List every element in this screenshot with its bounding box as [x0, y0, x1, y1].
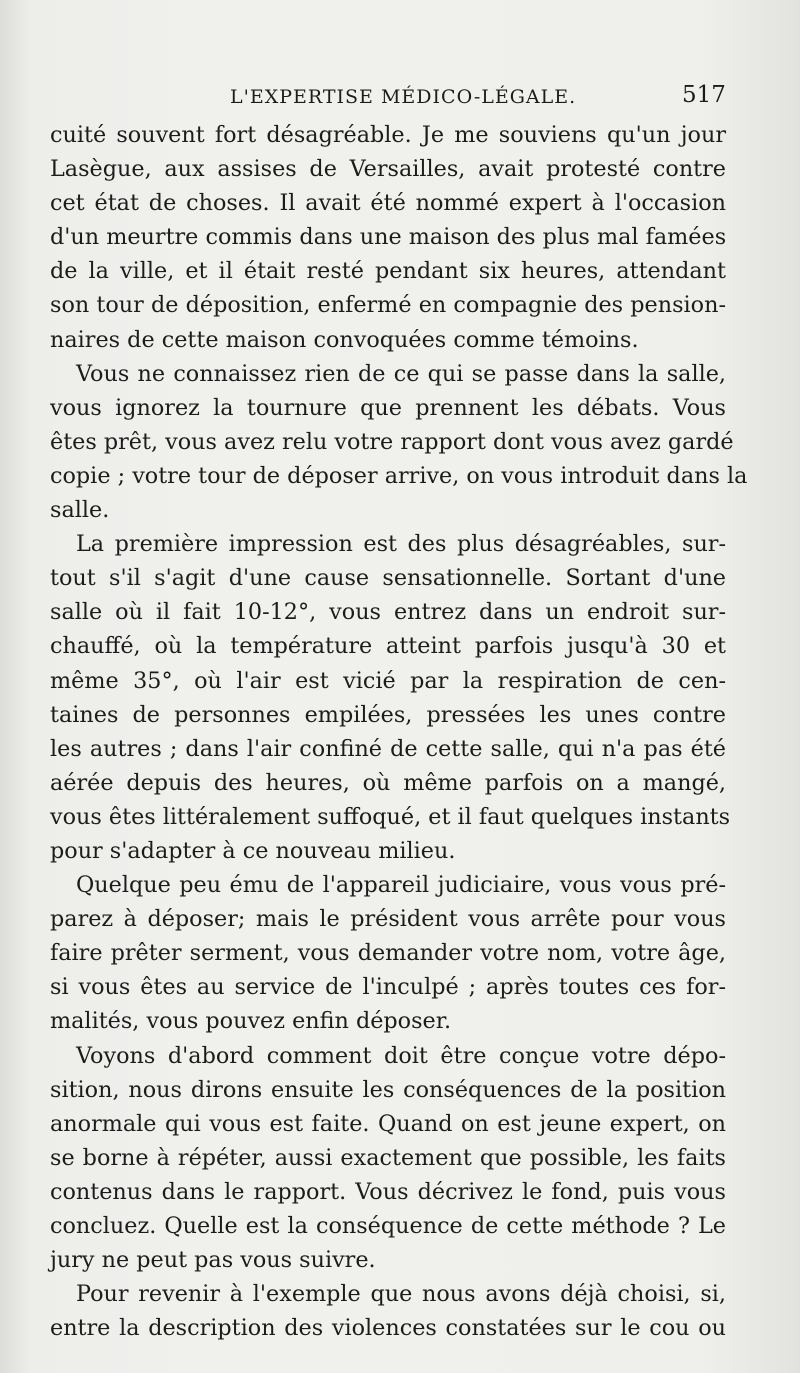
text-line: d'un meurtre commis dans une maison des plus mal famées — [50, 224, 727, 251]
text-line: copie ; votre tour de déposer arrive, on vous introduit dans la — [50, 462, 748, 489]
text-line: salle où il fait 10-12°, vous entrez dans un endroit sur- — [50, 599, 726, 626]
text-line: malités, vous pouvez enfin déposer. — [50, 1008, 452, 1035]
text-line: cuité souvent fort désagréable. Je me souviens qu'un jour — [50, 122, 726, 148]
text-line: La première impression est des plus désagréables, sur- — [76, 531, 726, 558]
running-title: L'EXPERTISE MÉDICO-LÉGALE. — [230, 86, 577, 108]
page-header — [0, 82, 800, 116]
text-line: sition, nous dirons ensuite les conséquences de la position — [50, 1076, 726, 1103]
text-line: concluez. Quelle est la conséquence de cette méthode ? Le — [50, 1213, 726, 1239]
body-text — [50, 118, 748, 1345]
text-line: tout s'il s'agit d'une cause sensationnelle. Sortant d'une — [50, 565, 726, 592]
text-line: pour s'adapter à ce nouveau milieu. — [50, 837, 456, 864]
text-line: salle. — [50, 497, 110, 524]
text-line: se borne à répéter, aussi exactement que possible, les faits — [50, 1144, 726, 1171]
text-line: jury ne peut pas vous suivre. — [50, 1247, 376, 1274]
page-number: 517 — [682, 82, 726, 108]
text-line: les autres ; dans l'air confiné de cette salle, qui n'a pas été — [50, 735, 726, 762]
text-line: aérée depuis des heures, où même parfois on a mangé, — [50, 769, 726, 796]
text-line: si vous êtes au service de l'inculpé ; après toutes ces for- — [50, 974, 726, 1001]
text-line: son tour de déposition, enfermé en compagnie des pension- — [50, 292, 726, 319]
text-line: anormale qui vous est faite. Quand on est jeune expert, on — [50, 1110, 726, 1137]
text-line: vous êtes littéralement suffoqué, et il faut quelques instants — [50, 803, 731, 830]
text-line: vous ignorez la tournure que prennent les débats. Vous — [50, 394, 726, 421]
text-line: de la ville, et il était resté pendant six heures, attendant — [50, 258, 726, 285]
text-line: contenus dans le rapport. Vous décrivez le fond, puis vous — [50, 1178, 726, 1205]
text-line: entre la description des violences constatées sur le cou ou — [50, 1315, 726, 1342]
text-line: même 35°, où l'air est vicié par la respiration de cen- — [50, 667, 726, 694]
text-line: Vous ne connaissez rien de ce qui se passe dans la salle, — [76, 360, 726, 387]
text-line: Voyons d'abord comment doit être conçue votre dépo- — [76, 1042, 726, 1069]
text-line: cet état de choses. Il avait été nommé expert à l'occasion — [50, 190, 726, 217]
text-line: chauffé, où la température atteint parfois jusqu'à 30 et — [50, 633, 726, 660]
text-line: êtes prêt, vous avez relu votre rapport dont vous avez gardé — [50, 428, 734, 455]
text-line: Quelque peu ému de l'appareil judiciaire, vous vous pré- — [76, 872, 726, 899]
text-line: Pour revenir à l'exemple que nous avons déjà choisi, si, — [76, 1281, 726, 1308]
text-line: faire prêter serment, vous demander votre nom, votre âge, — [50, 940, 726, 967]
text-line: taines de personnes empilées, pressées les unes contre — [50, 701, 726, 728]
text-line: naires de cette maison convoquées comme témoins. — [50, 326, 639, 353]
text-line: Lasègue, aux assises de Versailles, avait protesté contre — [50, 156, 726, 183]
text-line: parez à déposer; mais le président vous arrête pour vous — [50, 906, 726, 933]
